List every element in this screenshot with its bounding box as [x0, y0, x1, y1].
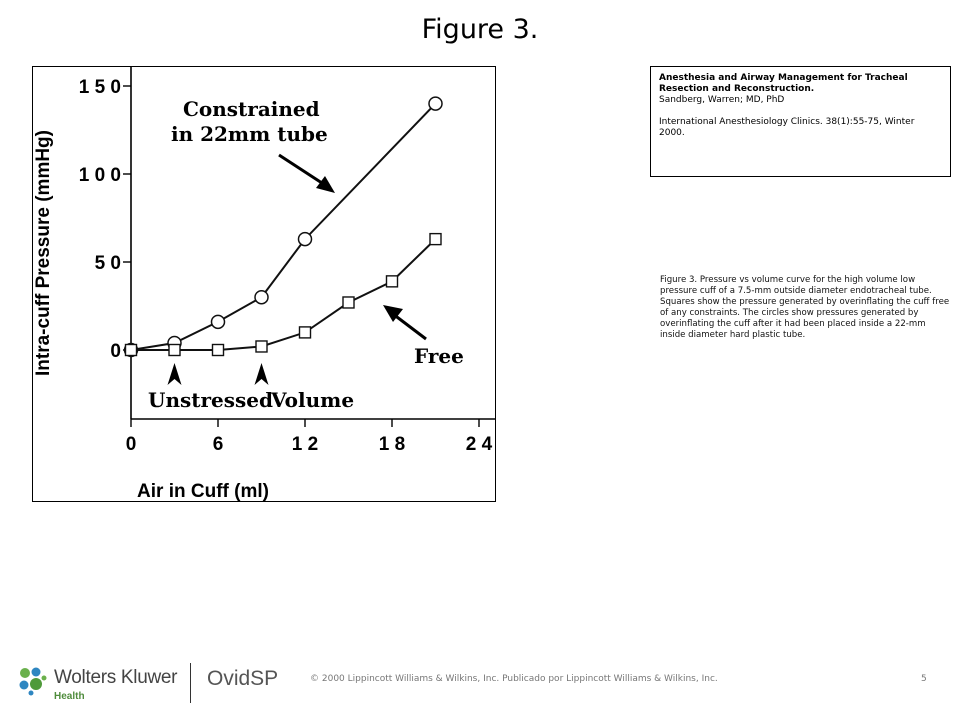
free-point — [126, 345, 137, 356]
brand-sub: Health — [54, 691, 85, 702]
y-tick-label: 0 — [110, 341, 121, 362]
free-point — [213, 345, 224, 356]
figure-caption: Figure 3. Pressure vs volume curve for the high volume low pressure cuff of a 7.5-mm outside diameter endotracheal tube. Squares show the pressure generated by overinflating the cuff free of any constraints. The circles show pressures generated by overinflating the cuff after it had been placed inside a 22-mm inside diameter hard plastic tube. — [660, 275, 950, 340]
y-axis-label: Intra-cuff Pressure (mmHg) — [33, 130, 54, 376]
constrained-point — [212, 315, 225, 328]
constrained-label-line2: in 22mm tube — [171, 122, 328, 146]
x-tick-label: 1 2 — [291, 434, 319, 455]
constrained-point — [255, 291, 268, 304]
y-tick-label: 5 0 — [94, 253, 121, 274]
copyright-text: © 2000 Lippincott Williams & Wilkins, Inc. Publicado por Lippincott Williams & Wilkins, Inc. — [310, 674, 718, 684]
citation-box — [650, 66, 951, 177]
constrained-point — [429, 97, 442, 110]
free-point — [387, 276, 398, 287]
y-tick-label: 1 5 0 — [78, 77, 121, 98]
x-tick-label: 6 — [212, 434, 224, 455]
free-series-line — [131, 239, 436, 350]
free-point — [169, 345, 180, 356]
slide-title: Figure 3. — [421, 14, 539, 45]
constrained-label-line1: Constrained — [183, 97, 320, 121]
footer-divider — [190, 663, 191, 703]
citation-journal: International Anesthesiology Clinics. 38(1):55-75, Winter 2000. — [659, 117, 915, 138]
free-point — [343, 297, 354, 308]
free-arrow — [393, 314, 426, 339]
wolters-kluwer-globe-icon — [16, 664, 48, 696]
volume-label: Volume — [271, 388, 355, 412]
x-tick-label: 2 4 — [465, 434, 493, 455]
free-point — [256, 341, 267, 352]
brand-name: Wolters Kluwer — [54, 667, 178, 688]
free-point — [430, 234, 441, 245]
x-axis-label: Air in Cuff (ml) — [137, 481, 269, 502]
unstressed-label: Unstressed — [148, 388, 273, 412]
ovidsp-logo: OvidSP — [207, 667, 279, 690]
constrained-arrow-head — [316, 176, 335, 193]
x-tick-label: 1 8 — [378, 434, 406, 455]
unstressed-arrow — [168, 363, 182, 385]
chart-figure — [32, 66, 496, 502]
free-label: Free — [414, 344, 464, 368]
pressure-volume-chart — [33, 67, 497, 503]
free-point — [300, 327, 311, 338]
citation-authors: Sandberg, Warren; MD, PhD — [659, 95, 785, 105]
page-number: 5 — [921, 674, 927, 684]
y-tick-label: 1 0 0 — [78, 165, 121, 186]
unstressed-arrow — [255, 363, 269, 385]
citation-title: Anesthesia and Airway Management for Tracheal Resection and Reconstruction. — [659, 73, 908, 94]
constrained-arrow — [279, 155, 325, 185]
x-tick-label: 0 — [125, 434, 137, 455]
constrained-point — [299, 233, 312, 246]
